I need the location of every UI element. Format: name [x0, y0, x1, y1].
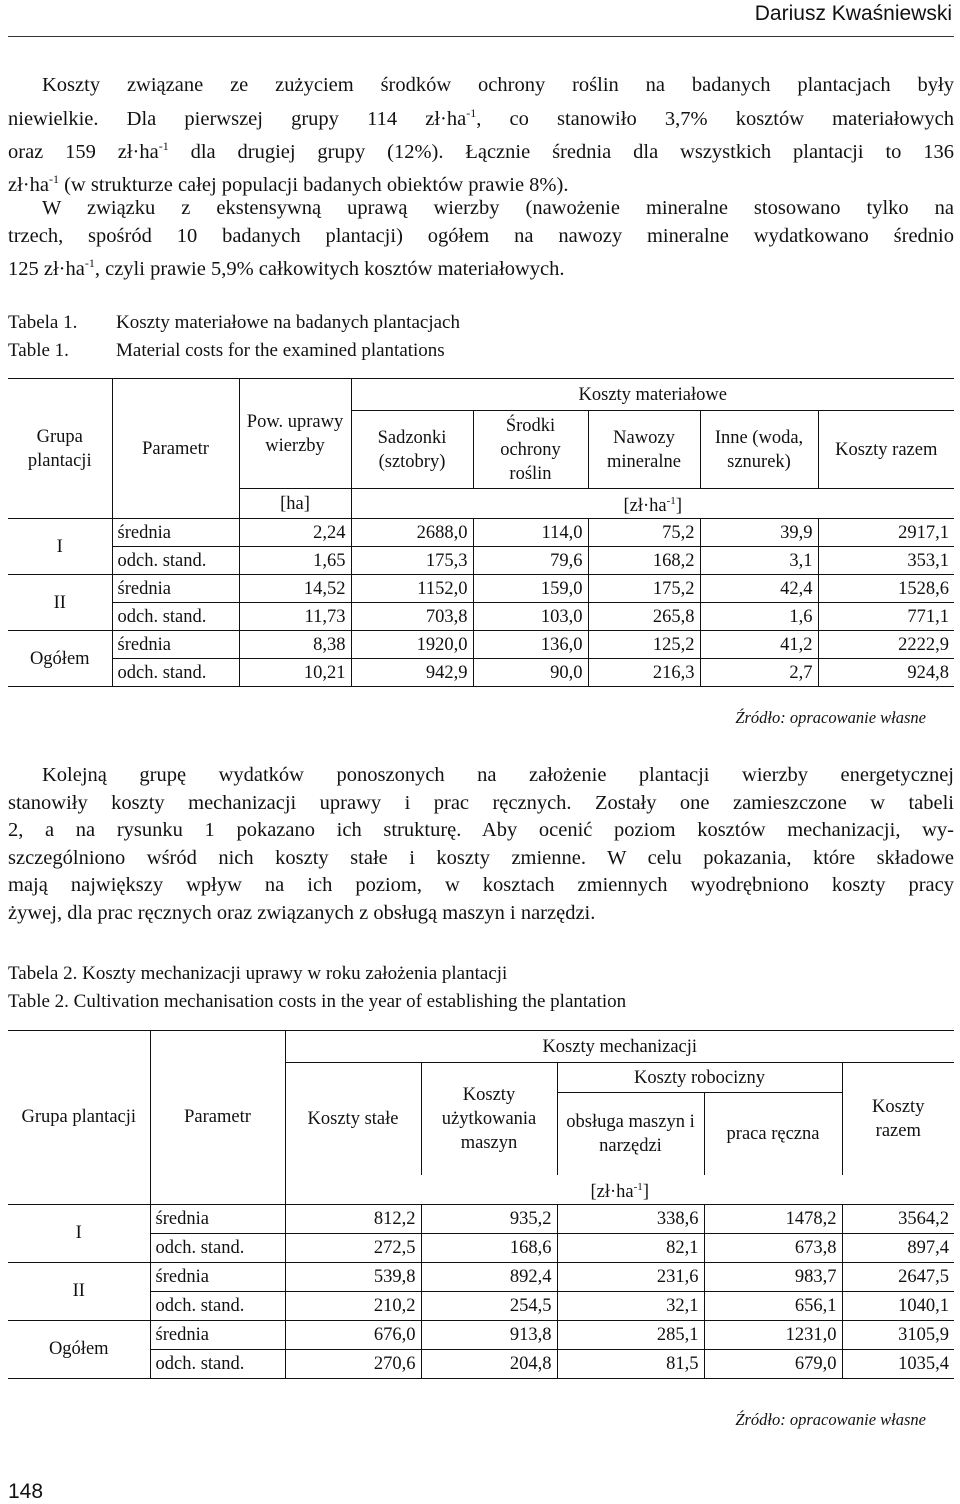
running-head-author: Dariusz Kwaśniewski [754, 2, 952, 25]
table-row: I średnia 812,2 935,2 338,6 1478,2 3564,2 [8, 1204, 954, 1233]
table-row: odch. stand. 272,5 168,6 82,1 673,8 897,4 [8, 1233, 954, 1262]
table1-caption-number-en: Table 1. [8, 340, 69, 361]
unit-area: [ha] [239, 489, 351, 519]
header-other: Inne (woda, sznurek) [700, 411, 818, 489]
paragraph-line: W związku z ekstensywną uprawą wierzby (nawożenie mineralne stosowano tylko na [42, 197, 954, 219]
table2-caption [8, 960, 626, 1016]
header-material: Koszty materiałowe [351, 379, 954, 411]
table-row: Ogółem średnia 8,38 1920,0 136,0 125,2 41,2 2222,9 [8, 631, 954, 659]
header-service: obsługa maszyn i narzędzi [557, 1093, 704, 1175]
paragraph-line: szczególniono wśród nich koszty stałe i koszty zmienne. W celu pokazania, które składowe [8, 846, 954, 869]
table1-caption-pl: Koszty materiałowe na badanych plantacjach [116, 312, 460, 333]
paragraph-line: stanowiły koszty mechanizacji uprawy i prac ręcznych. Zostały one zamieszczone w tabeli [8, 791, 954, 814]
table1-caption [8, 309, 460, 365]
table2-source: Źródło: opracowanie własne [735, 1410, 926, 1429]
material-costs-table [8, 378, 954, 687]
paragraph-line: niewielkie. Dla pierwszej grupy 114 $zł\cdot ha^{-1}$, co stanowiło 3,7% kosztów materiałowych [8, 105, 954, 130]
unit-cost: $[zł\cdot ha^{-1}]$ [285, 1175, 954, 1205]
paragraph-line: mają największy wpływ na ich poziom, w kosztach zmiennych wyodrębniono koszty pracy [8, 874, 954, 896]
table-row: II średnia 14,52 1152,0 159,0 175,2 42,4 1528,6 [8, 575, 954, 603]
table1-caption-en: Material costs for the examined plantations [116, 340, 445, 361]
table-row: I średnia 2,24 2688,0 114,0 75,2 39,9 2917,1 [8, 519, 954, 547]
table1-caption-number-pl: Tabela 1. [8, 312, 78, 333]
table-row: odch. stand. 10,21 942,9 90,0 216,3 2,7 924,8 [8, 659, 954, 687]
header-protection: Środki ochrony roślin [473, 411, 588, 489]
paragraph-line: żywej, dla prac ręcznych oraz związanych z obsługą maszyn i narzędzi. [8, 901, 596, 924]
table-row: II średnia 539,8 892,4 231,6 983,7 2647,5 [8, 1262, 954, 1291]
table2-caption-pl: Tabela 2. Koszty mechanizacji uprawy w roku założenia plantacji [8, 963, 508, 984]
paragraph-2 [8, 195, 954, 283]
header-group: Grupa plantacji [8, 1031, 150, 1205]
paragraph-3 [8, 762, 954, 927]
paragraph-line: Koszty związane ze zużyciem środków ochrony roślin na badanych plantacjach były [42, 74, 954, 96]
paragraph-line: Kolejną grupę wydatków ponoszonych na założenie plantacji wierzby energetycznej [42, 764, 954, 786]
header-total: Koszty razem [835, 439, 938, 460]
header-param: Parametr [150, 1031, 285, 1205]
header-fixed: Koszty stałe [285, 1063, 421, 1175]
header-usage: Koszty użytkowania maszyn [421, 1063, 557, 1175]
table1-source: Źródło: opracowanie własne [735, 708, 926, 727]
page-number: 148 [8, 1480, 44, 1503]
table-row: odch. stand. 270,6 204,8 81,5 679,0 1035,4 [8, 1349, 954, 1378]
header-cuttings: Sadzonki (sztobry) [351, 411, 473, 489]
table-row: odch. stand. 1,65 175,3 79,6 168,2 3,1 353,1 [8, 547, 954, 575]
paragraph-line: oraz 159 $zł\cdot ha^{-1}$ dla drugiej grupy (12%). Łącznie średnia dla wszystkich plantacji to 136 [8, 138, 954, 163]
table-row: odch. stand. 11,73 703,8 103,0 265,8 1,6 771,1 [8, 603, 954, 631]
header-area: Pow. uprawy wierzby [239, 379, 351, 489]
unit-cost: $[zł\cdot ha^{-1}]$ [351, 489, 954, 519]
table2-caption-en: Table 2. Cultivation mechanisation costs in the year of establishing the plantation [8, 991, 627, 1012]
header-labour: Koszty robocizny [557, 1063, 842, 1093]
paragraph-1 [8, 72, 954, 199]
header-fertilizers: Nawozy mineralne [588, 411, 700, 489]
header-rule [8, 36, 954, 37]
paragraph-line: 125 $zł\cdot ha^{-1}$, czyli prawie 5,9% całkowitych kosztów materiałowych. [8, 256, 565, 280]
paragraph-line: 2, a na rysunku 1 pokazano ich strukturę. Aby ocenić poziom kosztów mechanizacji, wy- [8, 819, 954, 841]
paragraph-line: trzech, spośród 10 badanych plantacji) ogółem na nawozy mineralne wydatkowano średnio [8, 224, 954, 247]
mechanisation-costs-table [8, 1030, 954, 1379]
table-row: odch. stand. 210,2 254,5 32,1 656,1 1040,1 [8, 1291, 954, 1320]
header-param: Parametr [112, 379, 239, 519]
table-row: Ogółem średnia 676,0 913,8 285,1 1231,0 3105,9 [8, 1320, 954, 1349]
page-header [0, 0, 960, 36]
header-mech: Koszty mechanizacji [285, 1031, 954, 1063]
header-group: Grupa plantacji [8, 379, 112, 519]
header-total: Koszty razem [872, 1096, 925, 1141]
paragraph-line: $zł\cdot ha^{-1}$ (w strukturze całej populacji badanych obiektów prawie 8%). [8, 172, 569, 196]
header-manual: praca ręczna [704, 1093, 842, 1175]
